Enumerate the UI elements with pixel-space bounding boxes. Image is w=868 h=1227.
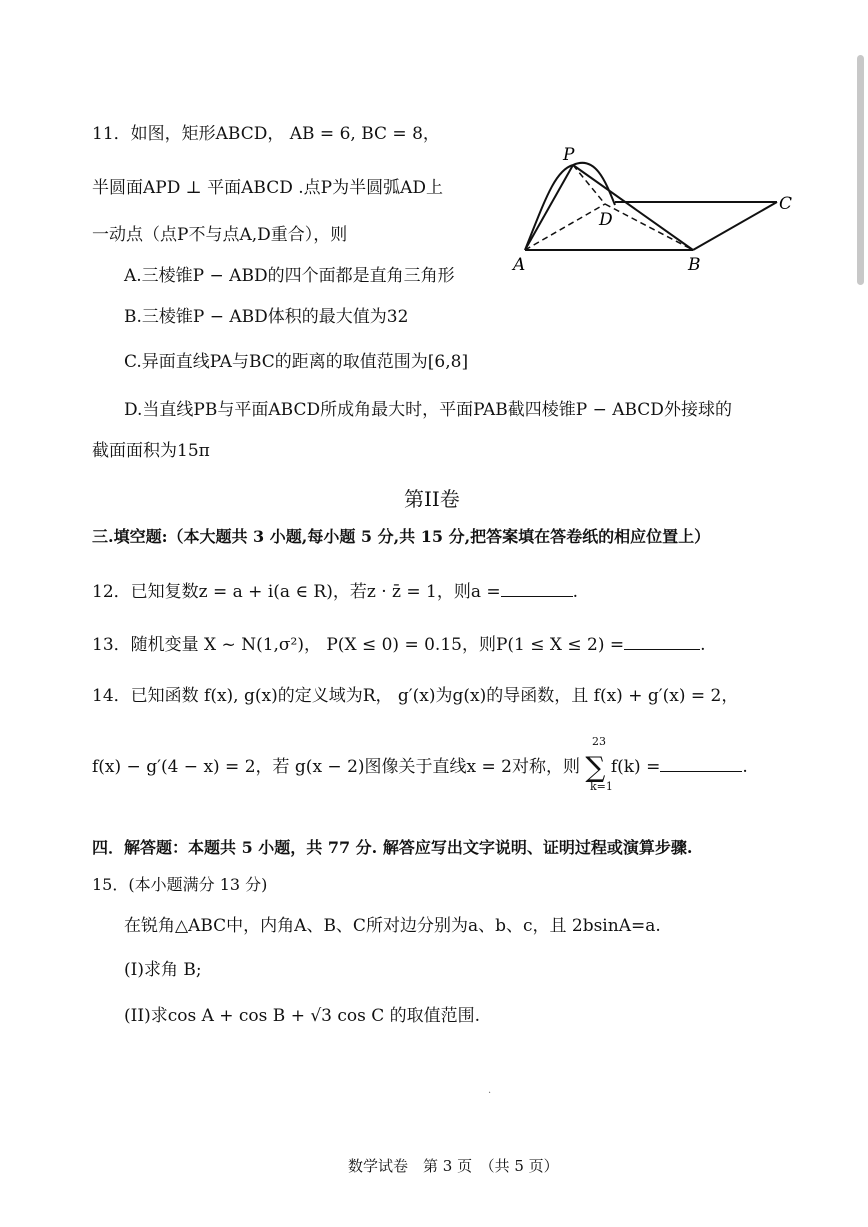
scrollbar[interactable] [857, 55, 864, 285]
fig-label-a: A [513, 255, 526, 275]
q13-answer-blank [624, 633, 700, 650]
pyramid-figure [505, 140, 805, 280]
q14-sum-symbol: ∑ [585, 750, 606, 784]
fig-label-d: D [599, 210, 613, 230]
q14-line1: 14．已知函数 f(x), g(x)的定义域为R， g′(x)为g(x)的导函数，且 f(x) + g′(x) = 2， [92, 686, 739, 706]
q13: 13．随机变量 X ~ N(1,σ²)， P(X ≤ 0) = 0.15，则P(1 ≤ X ≤ 2) = . [92, 635, 706, 655]
q14-sum-lower: k=1 [590, 780, 613, 793]
q15-text: 在锐角△ABC中，内角A、B、C所对边分别为a、b、c，且 2bsinA=a. [124, 916, 661, 936]
q11-line3: 一动点（点P不与点A,D重合），则 [92, 225, 348, 245]
q15-part1: (I)求角 B; [124, 960, 202, 980]
q12-answer-blank [501, 580, 573, 597]
fig-label-p: P [563, 145, 575, 165]
q14-sum-upper: 23 [592, 735, 606, 748]
section-title: 第II卷 [404, 487, 460, 511]
q11-option-c: C.异面直线PA与BC的距离的取值范围为[6,8] [124, 352, 469, 372]
q12-text: 12．已知复数z = a + i(a ∈ R)，若z · z̄ = 1，则a = [92, 582, 501, 602]
q11-option-d-cont: 截面面积为15π [92, 441, 210, 461]
fig-label-c: C [779, 194, 793, 214]
part4-heading: 四．解答题：本题共 5 小题，共 77 分. 解答应写出文字说明、证明过程或演算步骤. [92, 838, 693, 857]
q11-option-d: D.当直线PB与平面ABCD所成角最大时，平面PAB截四棱锥P − ABCD外接球的 [124, 400, 732, 420]
stray-dot: · [488, 1088, 492, 1099]
q11-line1: 11．如图，矩形ABCD， AB = 6, BC = 8， [92, 124, 440, 144]
q13-text: 13．随机变量 X ~ N(1,σ²)， P(X ≤ 0) = 0.15，则P(1 ≤ X ≤ 2) = [92, 635, 625, 655]
q11-option-a: A.三棱锥P − ABD的四个面都是直角三角形 [124, 266, 455, 286]
q12: 12．已知复数z = a + i(a ∈ R)，若z · z̄ = 1，则a = . [92, 582, 579, 602]
q14-line2: f(x) − g′(4 − x) = 2，若 g(x − 2)图像关于直线x = 2对称，则 ∑ f(k) = . [92, 750, 748, 784]
page-footer: 数学试卷 第 3 页 （共 5 页） [348, 1157, 559, 1175]
q15-header: 15．(本小题满分 13 分) [92, 875, 268, 894]
part3-heading: 三.填空题:（本大题共 3 小题,每小题 5 分,共 15 分,把答案填在答卷纸的相应位置上） [92, 527, 711, 546]
q14-answer-blank [660, 755, 742, 772]
q11-option-b: B.三棱锥P − ABD体积的最大值为32 [124, 307, 409, 327]
q11-line2: 半圆面APD ⊥ 平面ABCD .点P为半圆弧AD上 [92, 178, 444, 198]
fig-label-b: B [688, 255, 701, 275]
q15-part2: (II)求cos A + cos B + √3 cos C 的取值范围. [124, 1006, 481, 1026]
q14-text: f(x) − g′(4 − x) = 2，若 g(x − 2)图像关于直线x = 2对称，则 [92, 757, 580, 777]
q14-sum-tail: f(k) = [610, 757, 661, 777]
